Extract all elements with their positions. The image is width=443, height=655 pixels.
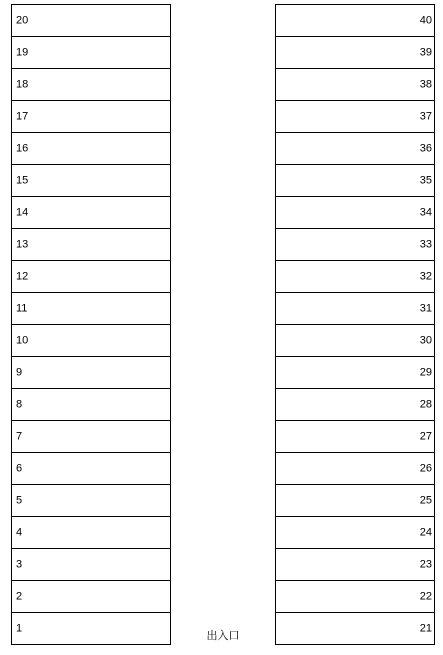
- slot-35: [276, 164, 434, 196]
- slot-label: 11: [16, 302, 28, 314]
- slot-10: [12, 324, 170, 356]
- slot-label: 8: [16, 398, 23, 410]
- slot-18: [12, 68, 170, 100]
- entrance-label: 出入口: [206, 630, 240, 642]
- slot-label: 13: [16, 238, 29, 250]
- slot-label: 28: [419, 398, 432, 410]
- slot-label: 12: [16, 270, 29, 282]
- slot-label: 18: [16, 78, 29, 90]
- slot-16: [12, 132, 170, 164]
- slot-label: 27: [419, 430, 432, 442]
- slot-13: [12, 228, 170, 260]
- slot-label: 3: [16, 558, 23, 570]
- slot-29: [276, 356, 434, 388]
- slot-11: [12, 292, 170, 324]
- slot-label: 33: [419, 238, 432, 250]
- slot-label: 34: [419, 206, 432, 218]
- slot-38: [276, 68, 434, 100]
- slot-label: 23: [419, 558, 432, 570]
- slot-label: 25: [419, 494, 432, 506]
- slot-9: [12, 356, 170, 388]
- slot-label: 7: [16, 430, 23, 442]
- slot-14: [12, 196, 170, 228]
- slot-label: 24: [419, 526, 432, 538]
- slot-label: 6: [16, 462, 23, 474]
- slot-28: [276, 388, 434, 420]
- slot-24: [276, 516, 434, 548]
- slot-8: [12, 388, 170, 420]
- slot-4: [12, 516, 170, 548]
- slot-label: 5: [16, 494, 23, 506]
- slot-label: 4: [16, 526, 23, 538]
- slot-label: 14: [16, 206, 29, 218]
- slot-label: 10: [16, 334, 29, 346]
- slot-label: 9: [16, 366, 23, 378]
- slot-label: 30: [419, 334, 432, 346]
- slot-33: [276, 228, 434, 260]
- slot-6: [12, 452, 170, 484]
- slot-label: 19: [16, 46, 29, 58]
- slot-31: [276, 292, 434, 324]
- slot-26: [276, 452, 434, 484]
- slot-15: [12, 164, 170, 196]
- slot-3: [12, 548, 170, 580]
- slot-2: [12, 580, 170, 612]
- slot-label: 26: [419, 462, 432, 474]
- slot-39: [276, 36, 434, 68]
- slot-label: 31: [419, 302, 432, 314]
- slot-label: 22: [419, 590, 432, 602]
- slot-21: [276, 612, 434, 644]
- slot-22: [276, 580, 434, 612]
- slot-19: [12, 36, 170, 68]
- slot-label: 21: [419, 622, 432, 634]
- slot-32: [276, 260, 434, 292]
- slot-label: 40: [419, 14, 432, 26]
- slot-label: 37: [419, 110, 432, 122]
- right-slot-column: [275, 4, 435, 645]
- slot-34: [276, 196, 434, 228]
- slot-label: 17: [16, 110, 29, 122]
- slot-37: [276, 100, 434, 132]
- slot-label: 20: [16, 14, 29, 26]
- slot-1: [12, 612, 170, 644]
- slot-label: 38: [419, 78, 432, 90]
- slot-label: 1: [16, 622, 23, 634]
- slot-label: 29: [419, 366, 432, 378]
- slot-12: [12, 260, 170, 292]
- slot-27: [276, 420, 434, 452]
- left-slot-column: [11, 4, 171, 645]
- slot-23: [276, 548, 434, 580]
- slot-17: [12, 100, 170, 132]
- slot-7: [12, 420, 170, 452]
- slot-30: [276, 324, 434, 356]
- slot-label: 32: [419, 270, 432, 282]
- slot-label: 35: [419, 174, 432, 186]
- slot-label: 36: [419, 142, 432, 154]
- slot-36: [276, 132, 434, 164]
- slot-25: [276, 484, 434, 516]
- slot-20: [12, 4, 170, 36]
- slot-label: 16: [16, 142, 29, 154]
- slot-5: [12, 484, 170, 516]
- aisle: [171, 4, 275, 645]
- slot-40: [276, 4, 434, 36]
- slot-label: 39: [419, 46, 432, 58]
- slot-label: 2: [16, 590, 23, 602]
- slot-label: 15: [16, 174, 29, 186]
